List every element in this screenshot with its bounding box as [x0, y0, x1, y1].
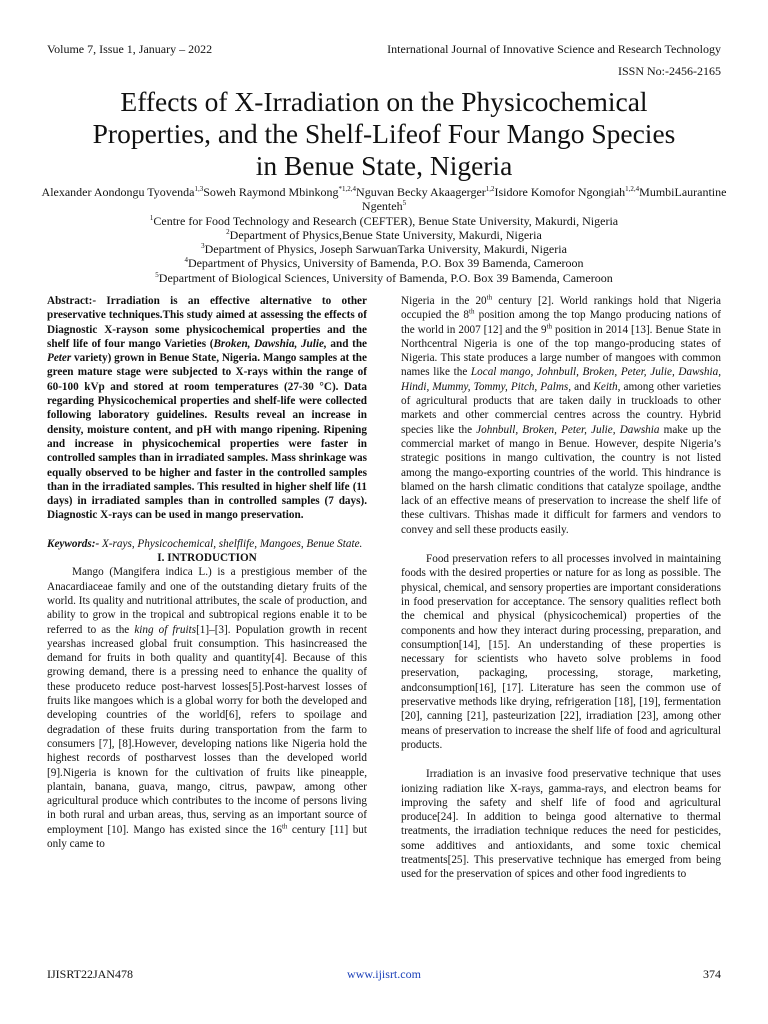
paper-id: IJISRT22JAN478 [47, 967, 133, 981]
body-text: position in 2014 [13]. Benue State in Northcentral Nigeria is one of the top mango-producing states of Nigeria. This state produces a large number of mangoes with common names like the [401, 323, 721, 379]
body-sup: th [486, 293, 493, 302]
section-heading: I. INTRODUCTION [157, 552, 257, 565]
author-list [40, 185, 728, 214]
intro-paragraph [47, 565, 367, 851]
body-text: make up the commercial market of mango in Benue. However, despite Nigeria’s strategic positions in mango cultivation, the country is not listed among the mango-exporting countries of the world. This hindrance is blamed on the harsh climatic conditions that catalyze spoilage, andthe lack of an effective means of preservation to increase the shelf life of these cultivars. Thishas made it difficult for farmers and vendors to convey and sell these products easily. [401, 423, 721, 536]
title-line-2: Properties, and the Shelf-Lifeof Four Mango Species [92, 118, 676, 149]
hybrid-names: Johnbull, Broken, Peter, Julie, Dawshia [476, 423, 660, 436]
keywords-text: X-rays, Physicochemical, shelflife, Mangoes, Benue State. [99, 537, 363, 550]
body-text: among other varieties of agricultural products that are taken daily in truckloads to other markets and other commercial centres across the country. Hybrid species like the [401, 380, 721, 436]
issn: ISSN No:-2456-2165 [617, 64, 721, 78]
intro-sup: th [281, 821, 288, 830]
body-sup: th [546, 321, 553, 330]
affiliation-sup: 4 [184, 256, 188, 265]
right-column [401, 294, 721, 882]
title-line-3: in Benue State, Nigeria [255, 150, 513, 181]
affiliation-sup: 3 [201, 242, 205, 251]
body-text: Nigeria in the 20 [401, 295, 487, 307]
body-paragraph: Food preservation refers to all processes involved in maintaining foods with the desired properties or nature for as long as possible. The physical, chemical, and sensory properties are important considerations in food preservation for acceptance. The sensory qualities reflect both the chemical and physical (physicochemical) properties of the components and how they interact during processing, preparation, and consumption[14], [15]. An understanding of these properties is necessary for scientists who haveto solve problems in food preservation, packaging, processing, storage, marketing, andconsumption[16], [17]. Literature has seen the common use of preservative methods like drying, refrigeration [18], [19], fermentation [20], canning [21], pasteurization [22], irradiation [23], among other means of preservation to increase the shelf life of food and agricultural products. [401, 553, 721, 751]
abstract-text: Abstract:- Irradiation is an effective alternative to other preservative techniques.This study aimed at assessing the effects of Diagnostic X-rayson some physicochemical properties and the shelf life of four mango Varieties ( [47, 295, 367, 350]
affiliation-sup: 5 [155, 270, 159, 279]
affiliation [40, 214, 728, 228]
body-sup: th [469, 307, 475, 316]
abstract [47, 294, 367, 523]
author-sup: 1,2 [485, 185, 495, 193]
affiliation-text: Department of Physics, Joseph SarwuanTarka University, Makurdi, Nigeria [204, 242, 567, 257]
abstract-text: variety) grown in Benue State, Nigeria. Mango samples at the green mature stage were subjected to X-rays within the range of 60-100 kVp and stored at room temperatures (27-30 °C). Data regarding Physicochemical properties and shelf-life were collected following laboratory guidelines. Results reveal an increase in density, moisture content, and pH with mango ripening. Ripening and increase in physicochemical properties were faster in controlled samples than in irradiated samples. Mass shrinkage was equally observed to be higher and faster in the controlled samples than in the irradiated samples. This resulted in higher shelf life (11 days) in irradiated samples than in controlled samples (7 days). Diagnostic X-rays can be used in mango preservation. [47, 352, 367, 522]
affiliation-sup: 2 [226, 227, 230, 236]
mango-name: Keith, [593, 380, 621, 393]
journal-url[interactable]: www.ijisrt.com [347, 967, 421, 981]
page-number: 374 [703, 967, 721, 981]
mango-names: Local mango, Johnbull, Broken, Peter, Julie, Dawshia, Hindi, Mummy, Tommy, Pitch, Palms, [401, 366, 721, 393]
body-paragraph: Irradiation is an invasive food preservative technique that uses ionizing radiation like X-rays, gamma-rays, and electron beams for improving the safety and shelf life of food and agricultural produce[24]. In addition to beinga good alternative to thermal treatments, the irradiation technique reduces the need for pesticides, some additives and antioxidants, and some toxic chemical treatments[25]. This preservative technique has emerged from being used for the preservation of spices and other food ingredients to [401, 768, 721, 881]
intro-text: Mango (Mangifera indica L.) is a prestigious member of the Anacardiaceae family and one of the outstanding dietary fruits of the world. Its quality and nutritional attributes, the scale of production, and ability to grow in the tropical and subtropical regions enable it to be referred to as the [47, 566, 367, 636]
abstract-text: and the [326, 337, 368, 350]
left-column [47, 294, 367, 851]
journal-name: International Journal of Innovative Science and Research Technology [387, 42, 721, 56]
intro-text: century [11] but only came to [47, 823, 367, 850]
intro-text: [1]–[3]. Population growth in recent yearshas increased global fruit consumption. This hasincreased the demand for fruits in both quality and quantity[4]. Because of this growing demand, there is a pressing need to enhance the quality of these produceto reduce post-harvest losses[5].Post-harvest losses of fruits like mangoes which is a global worry for both the developed and developing countries of the world[6], refers to spoilage and degradation of these fruits during transportation from the farm to consumers [7], [8].However, developing nations like Nigeria hold the highest records of postharvest losses than the developed world [9].Nigeria is known for the cultivation of fruits like pineapple, plantain, banana, guava, mango, citrus, pawpaw, among other agricultural produce which contributes to the income of persons living in both rural and urban areas, thus, serving as an important source of employment [10]. Mango has existed since the 16 [47, 623, 367, 836]
title-line-1: Effects of X-Irradiation on the Physicochemical [120, 86, 648, 117]
affiliation-text: Department of Physics, University of Bamenda, P.O. Box 39 Bamenda, Cameroon [187, 256, 584, 271]
author-block [40, 185, 728, 285]
body-text: century [2]. World rankings hold that Nigeria occupied the 8 [401, 295, 721, 322]
author-name: Nguvan Becky Akaagerger [356, 185, 486, 199]
author-name: Soweh Raymond Mbinkong [203, 185, 339, 199]
body-paragraph [401, 294, 721, 537]
affiliation-text: Department of Physics,Benue State University, Makurdi, Nigeria [229, 227, 542, 242]
author-sup: *1,2,4 [338, 185, 357, 193]
body-text: position among the top Mango producing nations of the world in 2007 [12] and the 9 [401, 309, 721, 336]
author-sup: 5 [402, 199, 407, 208]
author-name: MumbiLaurantine Ngenteh [361, 185, 727, 214]
affiliation [40, 271, 728, 285]
abstract-variety: Peter [47, 352, 72, 365]
volume-info: Volume 7, Issue 1, January – 2022 [47, 42, 213, 56]
intro-emphasis: king of fruits [134, 623, 197, 636]
affiliation [40, 256, 728, 270]
author-name: Alexander Aondongu Tyovenda [41, 185, 195, 199]
affiliation-text: Department of Biological Sciences, University of Bamenda, P.O. Box 39 Bamenda, Cameroon [158, 270, 613, 285]
paper-title [40, 86, 728, 182]
affiliation-text: Centre for Food Technology and Research (CEFTER), Benue State University, Makurdi, Nigeria [153, 213, 619, 228]
affiliation-sup: 1 [149, 213, 154, 222]
author-sup: 1,3 [194, 185, 204, 193]
author-sup: 1,2,4 [625, 185, 640, 193]
keywords-label: Keywords:- [47, 537, 100, 550]
author-name: Isidore Komofor Ngongiah [494, 185, 626, 199]
affiliation [40, 228, 728, 242]
affiliation [40, 242, 728, 256]
keywords [47, 537, 367, 551]
abstract-varieties: Broken, Dawshia, Julie, [213, 337, 327, 350]
body-text: and [571, 380, 594, 393]
